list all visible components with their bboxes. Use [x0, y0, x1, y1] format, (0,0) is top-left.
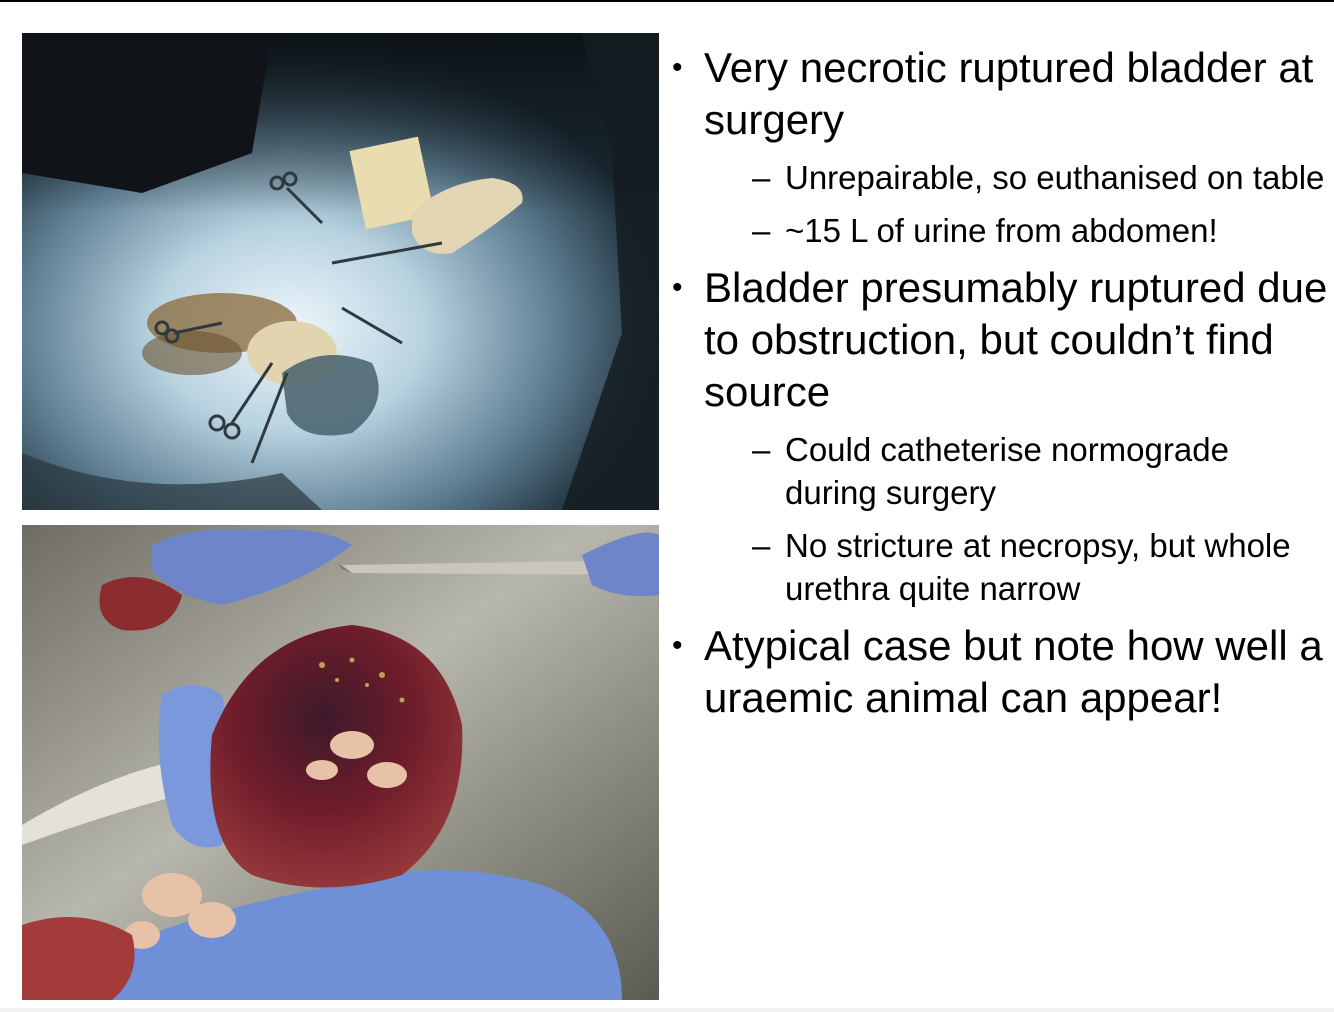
bullet-2-text: Bladder presumably ruptured due to obstruction, but couldn’t find source	[704, 264, 1328, 415]
sub-bullet-dash: –	[752, 431, 771, 468]
sub-bullet-2-2-text: No stricture at necropsy, but whole urethra quite narrow	[785, 527, 1291, 607]
sub-bullet-1-1-text: Unrepairable, so euthanised on table	[785, 159, 1325, 196]
sub-bullet-2-1	[668, 428, 1328, 514]
sub-bullet-dash: –	[752, 159, 771, 196]
top-border	[0, 0, 1334, 2]
bullet-list	[668, 42, 1328, 724]
bullet-2	[668, 262, 1328, 418]
sub-bullet-dash: –	[752, 527, 771, 564]
sub-bullet-dash: –	[752, 212, 771, 249]
surgery-photo	[22, 33, 659, 510]
bullet-1	[668, 42, 1328, 146]
bullet-dot: •	[672, 271, 683, 304]
bullet-1-text: Very necrotic ruptured bladder at surgery	[704, 44, 1314, 143]
sub-bullet-1-2-text: ~15 L of urine from abdomen!	[785, 212, 1218, 249]
sub-bullet-1-2	[668, 209, 1328, 252]
necropsy-photo	[22, 525, 659, 1000]
sub-bullet-2-2	[668, 524, 1328, 610]
bullet-dot: •	[672, 629, 683, 662]
sub-bullet-2-1-text: Could catheterise normograde during surgery	[785, 431, 1229, 511]
bullet-3	[668, 620, 1328, 724]
bullet-dot: •	[672, 51, 683, 84]
bullet-3-text: Atypical case but note how well a uraemic animal can appear!	[704, 622, 1323, 721]
sub-bullet-1-1	[668, 156, 1328, 199]
bottom-border	[0, 1008, 1334, 1012]
